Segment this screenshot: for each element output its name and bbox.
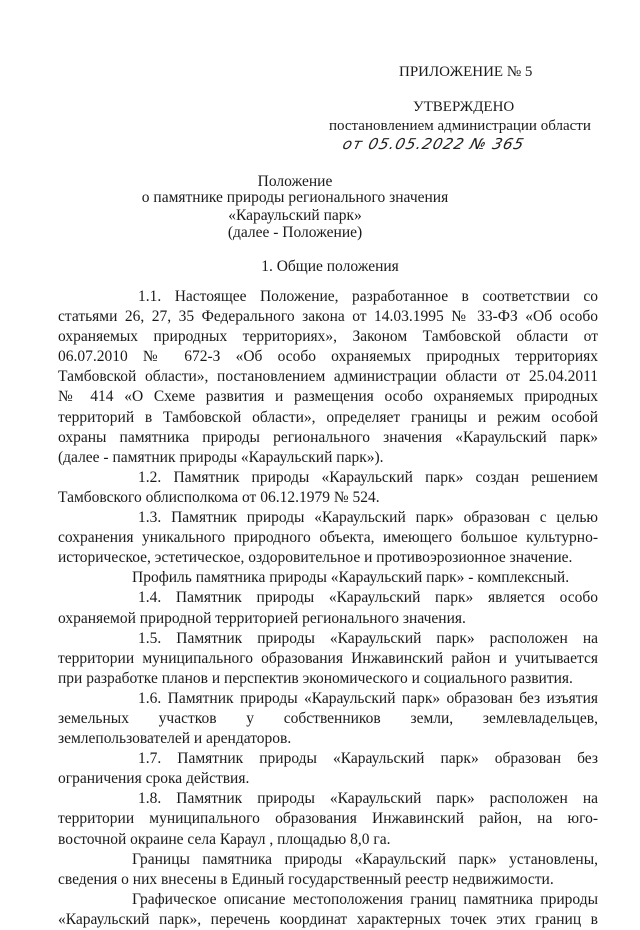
para-1-6-line: 1.6. Памятник природы «Караульский парк» образован без изъятия [138, 689, 598, 707]
para-1-3-line: сохранения уникального природного объекта, имеющего большое культурно- [58, 529, 598, 547]
para-1-5-line: при разработке планов и перспектив экономического и социального развития. [58, 669, 573, 687]
profile-line: Профиль памятника природы «Караульский парк» - комплексный. [132, 569, 570, 587]
para-1-4-line: 1.4. Памятник природы «Караульский парк» является особо [138, 589, 598, 607]
para-1-8-line: восточной окраине села Караул , площадью 8,0 га. [58, 830, 391, 848]
title-line-1: Положение [257, 173, 333, 190]
para-1-1-line: 06.07.2010 № 672-З «Об особо охраняемых природных территориях [58, 348, 598, 366]
para-1-5-line: территории муниципального образования Инжавинский район и учитывается [58, 649, 598, 667]
para-1-1-line: (далее - памятник природы «Караульский парк»). [58, 448, 384, 466]
document-body [58, 287, 598, 930]
para-1-1-line: Тамбовской области», постановлением администрации области от 25.04.2011 [58, 368, 598, 386]
para-1-7-line: 1.7. Памятник природы «Караульский парк» образован без [138, 750, 598, 768]
handwritten-date-number: от 05.05.2022 № 365 [340, 135, 527, 153]
para-1-1-line: охраняемых природных территориях», Законом Тамбовской области от [58, 328, 598, 346]
para-1-1-line: 1.1. Настоящее Положение, разработанное в соответствии со [138, 288, 598, 305]
para-1-6-line: земельных участков у собственников земли, землевладельцев, [58, 709, 598, 727]
para-1-8-line: территории муниципального образования Инжавинский район, на юго- [58, 810, 598, 828]
para-1-6-line: землепользователей и арендаторов. [58, 730, 292, 748]
borders-line: сведения о них внесены в Единый государственный реестр недвижимости. [58, 870, 554, 888]
title-line-2: о памятнике природы регионального значения [141, 189, 449, 206]
para-1-4-line: охраняемой природной территорией регионального значения. [58, 609, 466, 627]
approved-label: УТВЕРЖДЕНО [413, 99, 515, 115]
graphic-description-line: «Караульский парк», перечень координат характерных точек этих границ в [58, 910, 598, 928]
para-1-2-line: Тамбовского облисполкома от 06.12.1979 № 524. [58, 488, 380, 506]
para-1-3-line: историческое, эстетическое, оздоровительное и противоэрозионное значение. [58, 549, 573, 567]
borders-line: Границы памятника природы «Караульский парк» установлены, [132, 850, 598, 868]
graphic-description-line: Графическое описание местоположения границ памятника природы [132, 890, 598, 908]
para-1-8-line: 1.8. Памятник природы «Караульский парк» расположен на [138, 790, 598, 808]
para-1-1-line: № 414 «О Схеме развития и размещения особо охраняемых природных [58, 388, 598, 406]
para-1-7-line: ограничения срока действия. [58, 770, 250, 788]
para-1-5-line: 1.5. Памятник природы «Караульский парк» расположен на [138, 629, 598, 647]
para-1-2-line: 1.2. Памятник природы «Караульский парк» создан решением [138, 468, 598, 486]
title-line-3: «Караульский парк» [228, 207, 362, 224]
para-1-3-line: 1.3. Памятник природы «Караульский парк» образован с целью [138, 509, 598, 527]
section-heading: 1. Общие положения [261, 258, 399, 275]
para-1-1-line: охраны памятника природы регионального значения «Караульский парк» [58, 428, 598, 446]
title-line-4: (далее - Положение) [227, 224, 363, 241]
appendix-label: ПРИЛОЖЕНИЕ № 5 [399, 64, 533, 80]
approved-by-text: постановлением администрации области [329, 118, 591, 134]
para-1-1-line: статьями 26, 27, 35 Федерального закона от 14.03.1995 № 33-ФЗ «Об особо [58, 308, 598, 326]
para-1-1-line: территорий в Тамбовской области», определяет границы и режим особой [58, 408, 598, 426]
